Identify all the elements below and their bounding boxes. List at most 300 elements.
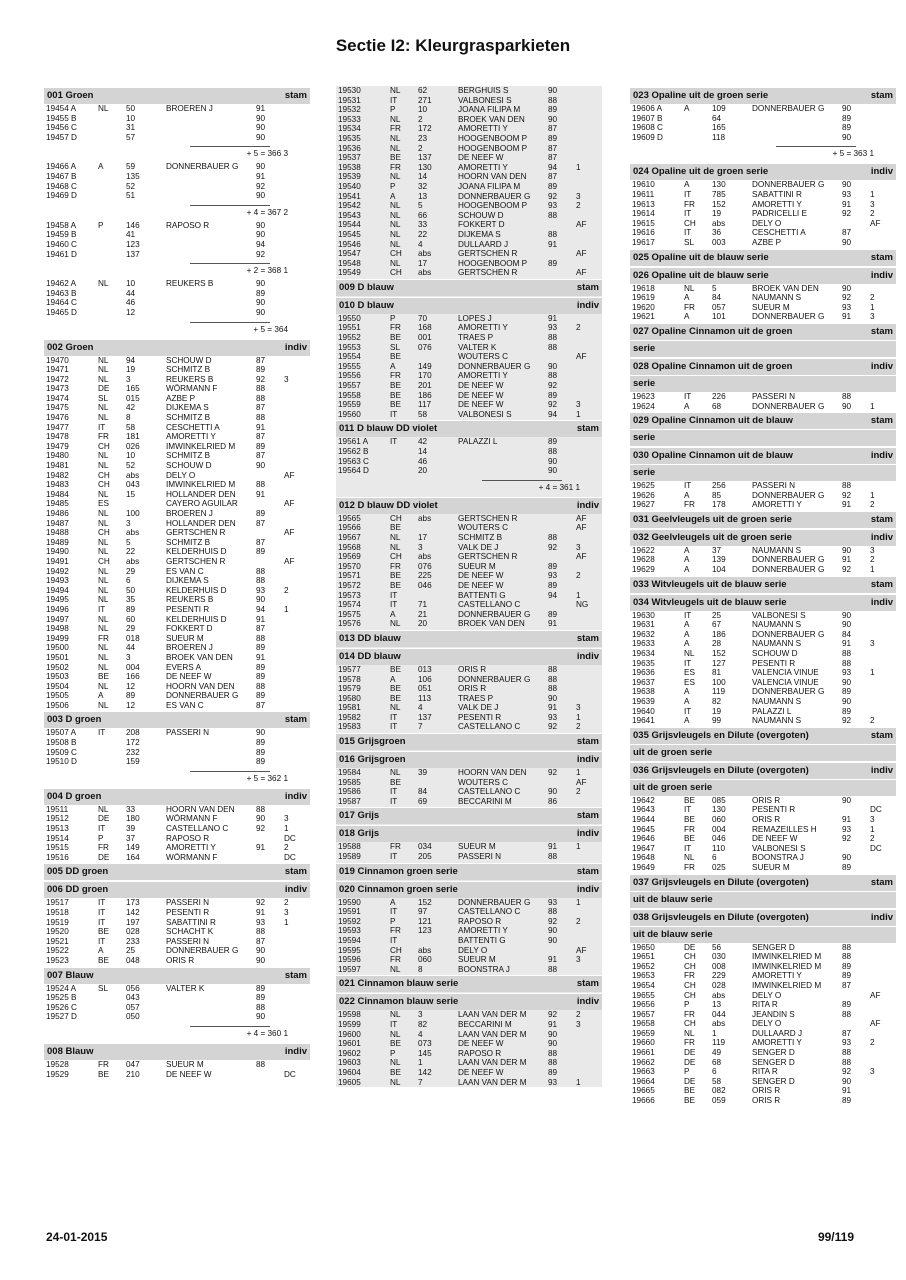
ring-number: 19541 (338, 191, 361, 201)
country: A (684, 545, 690, 555)
country: NL (390, 964, 401, 974)
ring-number: 19631 (632, 620, 655, 630)
exhibitor: IMWINKELRIED M (166, 480, 236, 490)
table-row (630, 697, 896, 707)
table-row (630, 716, 896, 726)
country: FR (98, 843, 109, 853)
score: 90 (256, 123, 266, 133)
score (256, 557, 284, 567)
table-row (44, 221, 310, 231)
prize (284, 956, 308, 966)
table-row (630, 123, 896, 133)
ring-number: 19649 (632, 862, 655, 872)
ring-number: 19633 (632, 639, 655, 649)
country: NL (98, 537, 109, 547)
class-name: 015 Grijsgroen (339, 736, 406, 748)
cage-number: 62 (418, 86, 428, 95)
country: BE (390, 400, 401, 410)
table-row (44, 423, 310, 433)
score: 89 (256, 643, 266, 653)
table-row (336, 153, 602, 163)
cage-number: 046 (712, 834, 726, 844)
cage-number: 117 (418, 400, 432, 410)
ring-number: 19650 (632, 942, 655, 952)
class-name: 017 Grijs (339, 810, 380, 822)
score (548, 352, 576, 362)
ring-number: 19596 (338, 955, 361, 965)
score: 92 (548, 381, 558, 391)
prize: AF (870, 218, 881, 228)
cage-number: 13 (418, 191, 428, 201)
score: 90 (842, 1076, 852, 1086)
table-row (44, 279, 310, 289)
ring-number: 19465 D (46, 307, 77, 317)
stam-total (44, 318, 310, 338)
ring-number: 19458 A (46, 220, 77, 230)
ring-number: 19488 (46, 528, 69, 538)
table-row (630, 1086, 896, 1096)
score: 91 (548, 239, 558, 249)
score: 89 (256, 672, 266, 682)
prize (870, 180, 894, 190)
country: NL (98, 365, 109, 375)
country: NL (390, 210, 401, 220)
class-header (336, 420, 602, 437)
total-rule (482, 480, 562, 481)
class-name: 037 Grijsvleugels en Dilute (overgoten) (633, 876, 809, 888)
table-row (630, 952, 896, 962)
table-row (44, 643, 310, 653)
cage-number: 028 (712, 980, 726, 990)
ring-number: 19470 (46, 355, 69, 365)
ring-number: 19512 (46, 814, 69, 824)
table-row (336, 410, 602, 420)
score (842, 219, 870, 229)
ring-number: 19567 (338, 532, 361, 542)
ring-number: 19663 (632, 1067, 655, 1077)
table-row (336, 172, 602, 182)
cage-number: 044 (712, 1009, 726, 1019)
exhibitor: HOOGENBOOM P (458, 143, 528, 153)
cage-number: 17 (418, 258, 428, 268)
score: 89 (548, 1067, 558, 1077)
prize: DC (284, 852, 296, 862)
cage-number: 085 (712, 795, 726, 805)
table-row (630, 1038, 896, 1048)
ring-number: 19529 (46, 1069, 69, 1079)
score: 87 (256, 624, 266, 634)
prize: 3 (870, 199, 875, 209)
table-row (44, 927, 310, 937)
score: 88 (548, 210, 558, 220)
exhibitor: LOPES J (458, 313, 492, 323)
table-row (336, 514, 602, 524)
prize: NG (576, 600, 589, 610)
exhibitor: SABATTINI R (752, 189, 802, 199)
cage-number: 205 (418, 852, 432, 862)
class-name: 019 Cinnamon groen serie (339, 865, 458, 877)
prize: 2 (284, 843, 289, 853)
ring-number: 19550 (338, 313, 361, 323)
country: FR (684, 862, 695, 872)
table-row (44, 672, 310, 682)
ring-number: 19568 (338, 542, 361, 552)
cage-number: 159 (126, 757, 140, 767)
country: A (684, 555, 690, 565)
table-row (630, 1077, 896, 1087)
table-row (44, 576, 310, 586)
class-kind: stam (870, 251, 893, 263)
table-row (44, 191, 310, 201)
cage-number: 028 (126, 927, 140, 937)
score: 92 (548, 400, 558, 410)
exhibitor: DONNERBAUER G (752, 490, 825, 500)
ring-number: 19593 (338, 926, 361, 936)
exhibitor: BROEREN J (166, 643, 213, 653)
ring-number: 19494 (46, 585, 69, 595)
ring-number: 19625 (632, 481, 655, 491)
score: 87 (548, 124, 558, 134)
ring-number: 19614 (632, 209, 655, 219)
column-middle (336, 86, 602, 1087)
score: 90 (256, 307, 266, 317)
ring-number: 19528 (46, 1059, 69, 1069)
prize (284, 394, 308, 404)
country: IT (98, 824, 106, 834)
cage-number: 130 (712, 180, 726, 190)
cage-number: 164 (126, 852, 140, 862)
prize: 1 (576, 590, 581, 600)
class-header (336, 648, 602, 665)
exhibitor: IMWINKELRIED M (166, 441, 236, 451)
cage-number: 232 (126, 747, 140, 757)
cage-number: 17 (418, 532, 428, 542)
prize (576, 610, 600, 620)
prize (870, 1077, 894, 1087)
score: 90 (256, 279, 266, 289)
table-row (336, 1039, 602, 1049)
prize: 3 (870, 639, 875, 649)
table-row (336, 371, 602, 381)
class-name: 016 Grijsgroen (339, 754, 406, 766)
class-header (336, 297, 602, 314)
cage-number: 97 (418, 907, 428, 917)
class-kind: indiv (870, 596, 893, 608)
exhibitor (166, 298, 256, 308)
ring-number: 19531 (338, 95, 361, 105)
score: 92 (256, 824, 266, 834)
ring-number: 19629 (632, 565, 655, 575)
prize (576, 533, 600, 543)
table-row (336, 778, 602, 788)
ring-number: 19644 (632, 814, 655, 824)
table-row (630, 630, 896, 640)
cage-number: abs (126, 556, 140, 566)
score: 88 (548, 371, 558, 381)
prize: 1 (284, 917, 289, 927)
score: 90 (256, 946, 266, 956)
table-row (630, 180, 896, 190)
ring-number: 19555 (338, 361, 361, 371)
cage-number: 168 (418, 323, 432, 333)
cage-number: 226 (712, 391, 726, 401)
table-row (630, 659, 896, 669)
exhibitor: PASSERI N (458, 852, 502, 862)
table-row (44, 918, 310, 928)
country: A (684, 312, 690, 322)
ring-number: 19560 (338, 409, 361, 419)
prize (576, 134, 600, 144)
cage-number: 210 (126, 1069, 140, 1079)
country: DE (98, 852, 110, 862)
country: NL (684, 1028, 695, 1038)
exhibitor: DONNERBAUER G (166, 691, 239, 701)
score: 90 (256, 955, 266, 965)
column-left (44, 86, 310, 1079)
score: 88 (842, 658, 852, 668)
country: NL (98, 461, 109, 471)
country: FR (684, 1038, 695, 1048)
cage-number: 22 (418, 229, 428, 239)
ring-number: 19591 (338, 907, 361, 917)
country: BE (390, 664, 401, 674)
score: 89 (256, 691, 266, 701)
ring-number: 19561 A (338, 437, 369, 447)
table-row (336, 466, 602, 476)
prize: AF (576, 268, 587, 278)
country: NL (98, 355, 109, 365)
cage-number: abs (418, 249, 432, 259)
country: NL (684, 283, 695, 293)
score (548, 523, 576, 533)
table-row (336, 96, 602, 106)
cage-number: 31 (126, 123, 136, 133)
country (98, 250, 126, 260)
class-kind: stam (576, 978, 599, 990)
prize: 1 (576, 1077, 581, 1087)
cage-number: 5 (712, 283, 717, 293)
exhibitor (166, 182, 256, 192)
class-name: 030 Opaline Cinnamon uit de blauw (633, 450, 793, 462)
cage-number: 004 (712, 824, 726, 834)
score: 93 (842, 824, 852, 834)
country (684, 123, 712, 133)
score: 92 (256, 898, 266, 908)
prize (576, 259, 600, 269)
ring-number: 19566 (338, 523, 361, 533)
exhibitor: SUEUR M (752, 862, 790, 872)
ring-number: 19537 (338, 153, 361, 163)
score: 91 (842, 1086, 852, 1096)
ring-number: 19478 (46, 432, 69, 442)
prize: 2 (870, 500, 875, 510)
exhibitor: IMWINKELRIED M (752, 961, 822, 971)
exhibitor: HOOGENBOOM P (458, 258, 528, 268)
cage-number: 14 (418, 447, 428, 456)
score: 89 (548, 580, 558, 590)
total-rule (190, 146, 270, 147)
table-row (336, 352, 602, 362)
cage-number: 10 (126, 451, 136, 461)
exhibitor: SUEUR M (458, 561, 496, 571)
exhibitor: HOORN VAN DEN (458, 768, 527, 778)
cage-number: 50 (126, 585, 136, 595)
class-header-continuation: serie (630, 340, 896, 357)
table-row (44, 471, 310, 481)
prize (284, 624, 308, 634)
score: 94 (548, 162, 558, 172)
country: NL (390, 229, 401, 239)
prize (284, 567, 308, 577)
prize (870, 697, 894, 707)
prize (284, 653, 308, 663)
cage-number: 076 (418, 342, 432, 352)
table-row (336, 581, 602, 591)
country: A (684, 401, 690, 411)
cage-number: 84 (418, 787, 428, 797)
country: BE (390, 390, 401, 400)
ring-number: 19651 (632, 952, 655, 962)
country: NL (98, 374, 109, 384)
ring-number: 19521 (46, 936, 69, 946)
ring-number: 19624 (632, 401, 655, 411)
total-value: + 5 = 363 1 (832, 149, 874, 159)
table-row (336, 1058, 602, 1068)
cage-number: 4 (418, 239, 423, 249)
exhibitor: AMORETTI Y (458, 124, 508, 134)
country: CH (390, 945, 402, 955)
ring-number: 19619 (632, 293, 655, 303)
country: P (98, 220, 104, 230)
prize (284, 946, 308, 956)
cage-number: 20 (418, 619, 428, 629)
score: 90 (842, 237, 852, 247)
exhibitor: IMWINKELRIED M (752, 952, 822, 962)
prize: 1 (576, 768, 581, 778)
cage-number: 059 (712, 1096, 726, 1106)
class-kind: indiv (870, 166, 893, 178)
score: 87 (842, 1028, 852, 1038)
footer-page-number: 99/119 (817, 1230, 854, 1244)
table-row (630, 284, 896, 294)
class-name: 024 Opaline uit de groen serie (633, 166, 769, 178)
table-row (44, 853, 310, 863)
score (548, 946, 576, 956)
country: A (684, 620, 690, 630)
exhibitor: PESENTI R (166, 908, 210, 917)
cage-number: 94 (126, 355, 136, 365)
cage-number: 152 (712, 199, 726, 209)
exhibitor: SENGER D (752, 1048, 795, 1058)
class-kind: indiv (576, 996, 599, 1008)
exhibitor: DONNERBAUER G (458, 897, 531, 907)
class-kind: stam (284, 714, 307, 726)
prize (870, 228, 894, 238)
class-name: 002 Groen (47, 341, 94, 353)
cage-number: 28 (712, 639, 722, 649)
exhibitor: RAPOSO R (458, 1048, 502, 1058)
prize (576, 965, 600, 975)
score: 91 (256, 908, 266, 917)
score: 91 (548, 1019, 558, 1029)
cage-number: 2 (418, 143, 423, 153)
ring-number: 19659 (632, 1028, 655, 1038)
score: 91 (842, 639, 852, 649)
prize: 1 (870, 189, 875, 199)
country: A (390, 674, 396, 684)
table-row (630, 228, 896, 238)
table-row (44, 663, 310, 673)
table-row (630, 678, 896, 688)
prize (284, 191, 308, 201)
table-row (44, 451, 310, 461)
country: FR (684, 199, 695, 209)
table-row (336, 684, 602, 694)
table-row (336, 86, 602, 96)
country: SL (684, 237, 695, 247)
score: 93 (548, 201, 558, 211)
score: 89 (842, 706, 852, 716)
score: 92 (548, 542, 558, 552)
table-row (630, 500, 896, 510)
country: BE (390, 571, 401, 581)
class-name: 011 D blauw DD violet (339, 423, 438, 435)
exhibitor: VALENCIA VINUE (752, 677, 819, 687)
ring-number: 19489 (46, 537, 69, 547)
table-row (630, 971, 896, 981)
exhibitor: SCHMITZ B (166, 413, 211, 423)
score: 88 (842, 649, 852, 659)
score: 91 (548, 703, 558, 713)
table-row (44, 605, 310, 615)
table-row (44, 653, 310, 663)
country: CH (98, 528, 110, 538)
country: FR (98, 1059, 109, 1069)
prize: 2 (870, 834, 875, 844)
score (548, 268, 576, 278)
ring-number: 19525 B (46, 993, 77, 1003)
country (98, 182, 126, 192)
class-header (630, 358, 896, 375)
exhibitor: ES VAN C (166, 566, 204, 576)
prize (284, 691, 308, 701)
table-row (44, 634, 310, 644)
table-row (630, 796, 896, 806)
class-kind: stam (870, 578, 893, 590)
cage-number: 109 (712, 104, 726, 113)
table-row (336, 898, 602, 908)
prize (576, 343, 600, 353)
class-name: 006 DD groen (47, 884, 109, 896)
score: 87 (256, 700, 266, 710)
exhibitor (752, 123, 842, 133)
country: IT (390, 409, 398, 419)
score: 88 (842, 481, 852, 491)
table-row (336, 1030, 602, 1040)
prize (284, 221, 308, 231)
score: 90 (842, 677, 852, 687)
exhibitor: RITA R (752, 1000, 778, 1010)
ring-number: 19552 (338, 333, 361, 343)
class-header (336, 497, 602, 514)
ring-number: 19577 (338, 664, 361, 674)
score: 92 (548, 1010, 558, 1020)
ring-number: 19638 (632, 687, 655, 697)
prize: 1 (576, 712, 581, 722)
prize: 1 (870, 668, 875, 678)
exhibitor: SABATTINI R (166, 917, 216, 927)
exhibitor (166, 1003, 256, 1013)
